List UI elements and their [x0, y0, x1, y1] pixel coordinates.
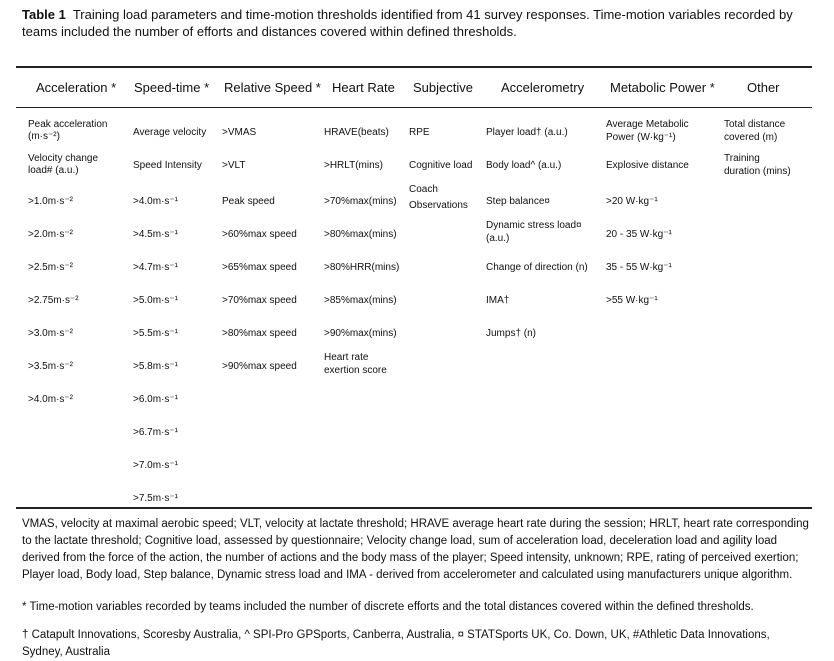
top-rule — [16, 66, 812, 68]
asterisk-footnote: * Time-motion variables recorded by teams included the number of discrete efforts and the total distances covered within the defined thresholds. — [22, 601, 754, 613]
abbreviations-footnote: VMAS, velocity at maximal aerobic speed; VLT, velocity at lactate threshold; HRAVE average heart rate during the session; HRLT, heart rate corresponding to the lactate threshold; Cognitive load, assessed by questionnaire; Velocity change load, sum of acceleration load, deceleration load and agility load derived from the force of the action, the number of actions and the body mass of the player; Speed intensity, unknown; RPE, rating of perceived exertion; Player load, Body load, Step balance, Dynamic stress load and IMA - derived from accelerometer and calculated using manufacturers unique algorithm. — [22, 518, 809, 581]
table-cell: >90%max(mins) — [324, 328, 397, 339]
table-cell: >4.7m·s⁻¹ — [133, 262, 179, 273]
table-cell: covered (m) — [724, 132, 778, 143]
table-cell: >55 W·kg⁻¹ — [606, 295, 658, 306]
table-cell: Cognitive load — [409, 160, 473, 171]
table-cell: Power (W·kg⁻¹) — [606, 132, 676, 143]
table-cell: Average Metabolic — [606, 119, 689, 130]
table-cell: >70%max(mins) — [324, 196, 397, 207]
table-cell: Dynamic stress load¤ — [486, 220, 582, 231]
table-cell: Peak speed — [222, 196, 275, 207]
table-cell: >1.0m·s⁻² — [28, 196, 74, 207]
table-cell: >5.0m·s⁻¹ — [133, 295, 179, 306]
table-cell: >4.0m·s⁻¹ — [133, 196, 179, 207]
table-cell: >6.0m·s⁻¹ — [133, 394, 179, 405]
table-cell: 20 - 35 W·kg⁻¹ — [606, 229, 672, 240]
table-cell: Average velocity — [133, 127, 207, 138]
table-cell: IMA† — [486, 295, 510, 306]
table-cell: >70%max speed — [222, 295, 297, 306]
table-cell: >VLT — [222, 160, 246, 171]
table-cell: >85%max(mins) — [324, 295, 397, 306]
bottom-rule — [16, 507, 812, 509]
table-cell: >3.5m·s⁻² — [28, 361, 74, 372]
table-cell: RPE — [409, 127, 430, 138]
table-cell: Player load† (a.u.) — [486, 127, 568, 138]
table-cell: HRAVE(beats) — [324, 127, 389, 138]
table-cell: >80%HRR(mins) — [324, 262, 400, 273]
table-cell: >4.5m·s⁻¹ — [133, 229, 179, 240]
header-accelerometry: Accelerometry — [501, 80, 585, 95]
table-cell: (m·s⁻²) — [28, 131, 60, 142]
table-cell: (a.u.) — [486, 233, 510, 244]
table-cell: >VMAS — [222, 127, 257, 138]
table-cell: >80%max speed — [222, 328, 297, 339]
table-cell: >3.0m·s⁻² — [28, 328, 74, 339]
header-speed-time: Speed-time * — [134, 80, 210, 95]
table-caption — [22, 6, 812, 40]
table-cell: >65%max speed — [222, 262, 297, 273]
table-cell: Total distance — [724, 119, 786, 130]
table-cell: Step balance¤ — [486, 196, 550, 207]
table-cell: load# (a.u.) — [28, 165, 79, 176]
table-cell: Training — [724, 153, 760, 164]
header-metabolic-power: Metabolic Power * — [610, 80, 715, 95]
header-relative-speed: Relative Speed * — [224, 80, 321, 95]
table-cell: >20 W·kg⁻¹ — [606, 196, 658, 207]
table-cell: >6.7m·s⁻¹ — [133, 427, 179, 438]
table-cell: exertion score — [324, 365, 387, 376]
table-cell: Jumps† (n) — [486, 328, 537, 339]
table-cell: Coach — [409, 184, 438, 195]
table-cell: Speed Intensity — [133, 160, 202, 171]
table-cell: >60%max speed — [222, 229, 297, 240]
caption-text: Training load parameters and time-motion thresholds identified from 41 survey responses. Time-motion variables recorded by teams included the number of efforts and distances covered within defined thresholds. — [22, 7, 793, 39]
table-cell: Explosive distance — [606, 160, 689, 171]
table-cell: >5.8m·s⁻¹ — [133, 361, 179, 372]
table-cell: 35 - 55 W·kg⁻¹ — [606, 262, 672, 273]
header-heart-rate: Heart Rate — [332, 80, 395, 95]
table-cell: Change of direction (n) — [486, 262, 588, 273]
table-cell: >4.0m·s⁻² — [28, 394, 74, 405]
table-cell: >5.5m·s⁻¹ — [133, 328, 179, 339]
table-cell: >90%max speed — [222, 361, 297, 372]
table-cell: duration (mins) — [724, 166, 791, 177]
table-cell: >2.75m·s⁻² — [28, 295, 79, 306]
table-cell: >HRLT(mins) — [324, 160, 383, 171]
table-cell: >80%max(mins) — [324, 229, 397, 240]
header-acceleration: Acceleration * — [36, 80, 117, 95]
header-subjective: Subjective — [413, 80, 473, 95]
table-cell: Velocity change — [28, 153, 99, 164]
sources-footnote: † Catapult Innovations, Scoresby Australia, ^ SPI-Pro GPSports, Canberra, Australia, ¤ STATSports UK, Co. Down, UK, #Athletic Data Innovations, Sydney, Australia — [22, 629, 770, 658]
table-cell: Heart rate — [324, 352, 369, 363]
table-cell: Observations — [409, 200, 468, 211]
table-cell: >7.5m·s⁻¹ — [133, 493, 179, 504]
header-rule — [16, 107, 812, 108]
table-label: Table 1 — [22, 7, 66, 22]
table-cell: Body load^ (a.u.) — [486, 160, 562, 171]
table-cell: >2.0m·s⁻² — [28, 229, 74, 240]
table-cell: >2.5m·s⁻² — [28, 262, 74, 273]
table-cell: >7.0m·s⁻¹ — [133, 460, 179, 471]
header-other: Other — [747, 80, 780, 95]
table-cell: Peak acceleration — [28, 119, 108, 130]
